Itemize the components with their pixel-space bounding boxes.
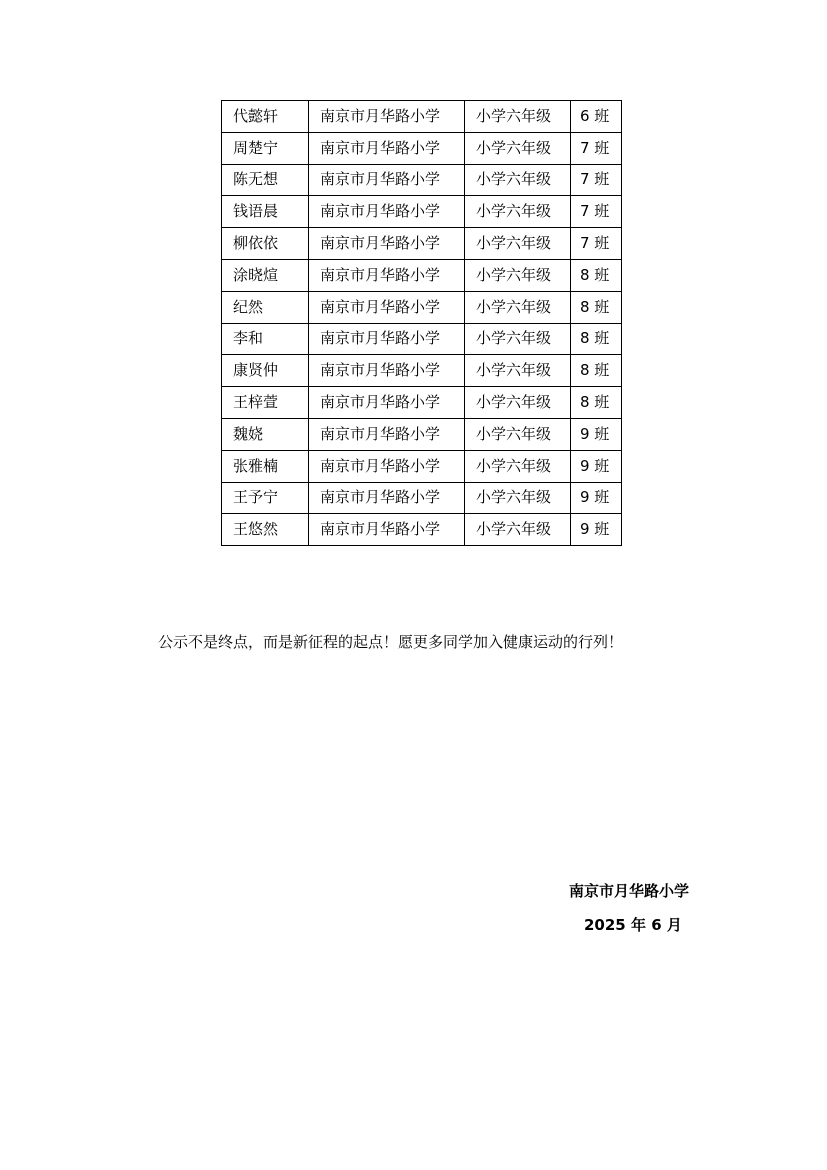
cell-class: 6 班 [571, 101, 622, 133]
cell-grade: 小学六年级 [465, 132, 571, 164]
cell-student-name: 钱语晨 [222, 196, 309, 228]
cell-grade: 小学六年级 [465, 450, 571, 482]
table-row [222, 323, 622, 355]
cell-school: 南京市月华路小学 [309, 101, 465, 133]
student-roster-table [221, 100, 622, 546]
cell-school: 南京市月华路小学 [309, 291, 465, 323]
cell-student-name: 魏娆 [222, 418, 309, 450]
cell-school: 南京市月华路小学 [309, 228, 465, 260]
cell-school: 南京市月华路小学 [309, 418, 465, 450]
table-row [222, 101, 622, 133]
cell-class: 9 班 [571, 514, 622, 546]
roster-body [222, 101, 622, 546]
table-row [222, 514, 622, 546]
cell-class: 8 班 [571, 387, 622, 419]
cell-school: 南京市月华路小学 [309, 259, 465, 291]
cell-grade: 小学六年级 [465, 259, 571, 291]
closing-note: 公示不是终点，而是新征程的起点！愿更多同学加入健康运动的行列！ [158, 633, 624, 651]
cell-class: 7 班 [571, 228, 622, 260]
signature-date: 2025 年 6 月 [584, 916, 682, 934]
cell-class: 9 班 [571, 482, 622, 514]
cell-class: 9 班 [571, 450, 622, 482]
cell-student-name: 柳依依 [222, 228, 309, 260]
table-row [222, 387, 622, 419]
cell-grade: 小学六年级 [465, 482, 571, 514]
cell-grade: 小学六年级 [465, 418, 571, 450]
cell-school: 南京市月华路小学 [309, 132, 465, 164]
cell-school: 南京市月华路小学 [309, 164, 465, 196]
table-row [222, 164, 622, 196]
cell-class: 7 班 [571, 132, 622, 164]
cell-school: 南京市月华路小学 [309, 196, 465, 228]
cell-class: 8 班 [571, 259, 622, 291]
cell-grade: 小学六年级 [465, 323, 571, 355]
table-row [222, 482, 622, 514]
cell-grade: 小学六年级 [465, 196, 571, 228]
cell-class: 7 班 [571, 196, 622, 228]
cell-student-name: 康贤仲 [222, 355, 309, 387]
cell-student-name: 张雅楠 [222, 450, 309, 482]
cell-grade: 小学六年级 [465, 514, 571, 546]
cell-grade: 小学六年级 [465, 387, 571, 419]
cell-class: 8 班 [571, 291, 622, 323]
cell-school: 南京市月华路小学 [309, 323, 465, 355]
cell-student-name: 王梓萱 [222, 387, 309, 419]
cell-student-name: 王予宁 [222, 482, 309, 514]
cell-school: 南京市月华路小学 [309, 450, 465, 482]
table-row [222, 418, 622, 450]
cell-grade: 小学六年级 [465, 101, 571, 133]
cell-grade: 小学六年级 [465, 228, 571, 260]
table-row [222, 355, 622, 387]
table-row [222, 291, 622, 323]
signature-school-name: 南京市月华路小学 [569, 882, 690, 900]
cell-class: 8 班 [571, 323, 622, 355]
table-row [222, 196, 622, 228]
cell-school: 南京市月华路小学 [309, 387, 465, 419]
cell-class: 9 班 [571, 418, 622, 450]
cell-grade: 小学六年级 [465, 355, 571, 387]
table-row [222, 228, 622, 260]
cell-student-name: 纪然 [222, 291, 309, 323]
cell-grade: 小学六年级 [465, 164, 571, 196]
cell-school: 南京市月华路小学 [309, 482, 465, 514]
cell-school: 南京市月华路小学 [309, 355, 465, 387]
cell-student-name: 陈无想 [222, 164, 309, 196]
cell-class: 8 班 [571, 355, 622, 387]
cell-student-name: 代懿轩 [222, 101, 309, 133]
table-row [222, 450, 622, 482]
cell-class: 7 班 [571, 164, 622, 196]
cell-student-name: 周楚宁 [222, 132, 309, 164]
table-row [222, 132, 622, 164]
table-row [222, 259, 622, 291]
cell-student-name: 涂晓煊 [222, 259, 309, 291]
cell-grade: 小学六年级 [465, 291, 571, 323]
cell-school: 南京市月华路小学 [309, 514, 465, 546]
cell-student-name: 李和 [222, 323, 309, 355]
cell-student-name: 王悠然 [222, 514, 309, 546]
